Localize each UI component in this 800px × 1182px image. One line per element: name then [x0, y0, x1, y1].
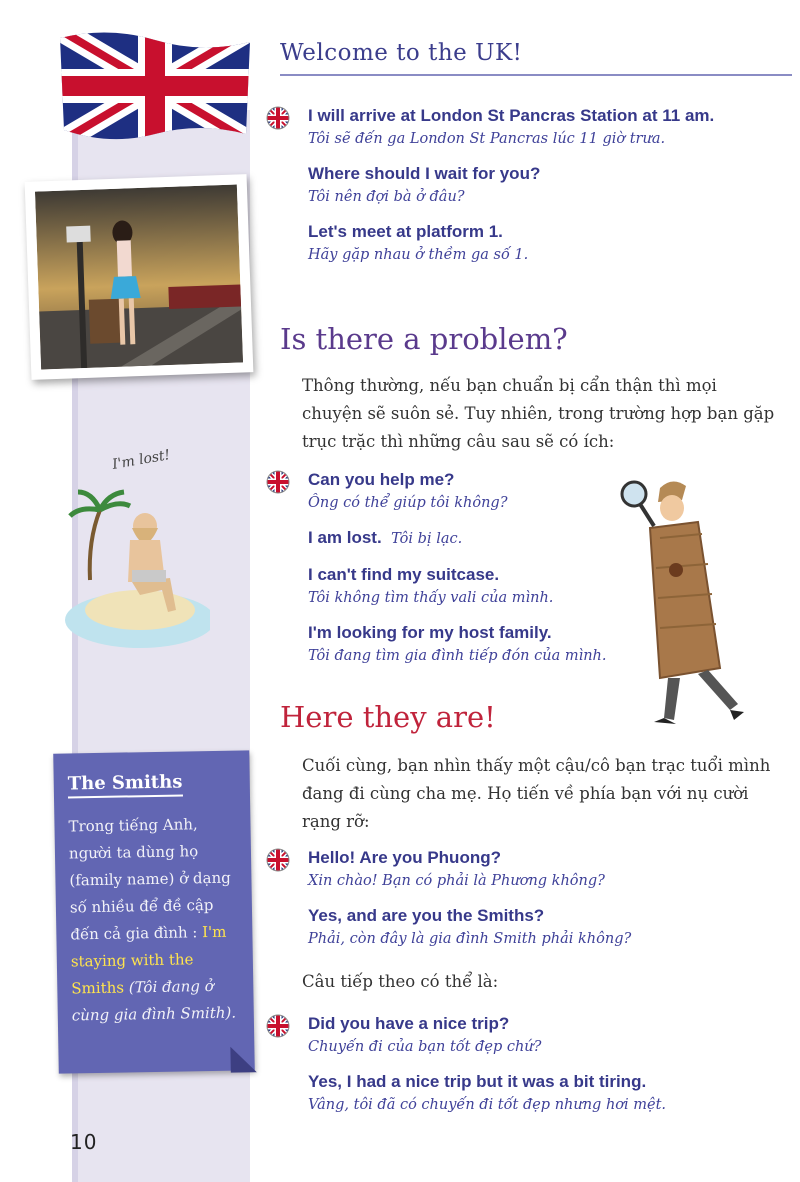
phrase-vi: Phải, còn đây là gia đình Smith phải không? — [308, 931, 632, 947]
phrase-vi: Tôi không tìm thấy vali của mình. — [308, 590, 554, 606]
next-line: Câu tiếp theo có thể là: — [302, 972, 499, 991]
page-number: 10 — [70, 1130, 98, 1154]
title-rule — [280, 74, 792, 76]
smiths-body-text: Trong tiếng Anh, người ta dùng họ (family name) ở dạng số nhiều để đề cập đến cả gia đình : — [68, 815, 231, 944]
trip-phrases — [272, 1012, 772, 1128]
station-photo — [25, 174, 254, 380]
smiths-title: The Smiths — [68, 771, 183, 798]
castaway-illustration — [60, 470, 210, 660]
uk-flag-icon — [266, 848, 290, 872]
greeting-phrases — [272, 846, 742, 962]
uk-flag-icon — [266, 470, 290, 494]
problem-intro: Thông thường, nếu bạn chuẩn bị cẩn thận thì mọi chuyện sẽ suôn sẻ. Tuy nhiên, trong trường hợp bạn gặp trục trặc thì những câu sau sẽ có ích: — [302, 376, 775, 451]
phrase-en: Did you have a nice trip? — [308, 1014, 510, 1033]
phrase-en: Let's meet at platform 1. — [308, 222, 503, 241]
phrase-vi: Tôi sẽ đến ga London St Pancras lúc 11 giờ trưa. — [308, 131, 666, 147]
phrase-vi: Hãy gặp nhau ở thềm ga số 1. — [308, 247, 529, 263]
smiths-translation: (Tôi đang ở cùng gia đình Smith). — [71, 976, 237, 1025]
phrase-en: Yes, and are you the Smiths? — [308, 906, 545, 925]
phrase-en: I'm looking for my host family. — [308, 623, 552, 642]
phrase-en: Can you help me? — [308, 470, 455, 489]
detective-illustration — [610, 478, 770, 728]
smiths-body — [68, 810, 244, 1029]
phrase-vi: Chuyến đi của bạn tốt đẹp chứ? — [308, 1039, 542, 1055]
phrase-vi: Vâng, tôi đã có chuyến đi tốt đẹp nhưng hơi mệt. — [308, 1097, 667, 1113]
welcome-title: Welcome to the UK! — [280, 40, 523, 66]
page-curl — [230, 1046, 256, 1072]
phrase-en-inline — [308, 526, 612, 551]
phrase-vi: Ông có thể giúp tôi không? — [308, 495, 508, 511]
phrase-en: I can't find my suitcase. — [308, 565, 500, 584]
problem-title: Is there a problem? — [280, 322, 568, 356]
smiths-highlight: I'm staying with the Smiths — [70, 922, 227, 998]
smiths-note — [53, 750, 255, 1073]
uk-flag-icon — [266, 106, 290, 130]
phrase-en: I will arrive at London St Pancras Station at 11 am. — [308, 106, 715, 125]
welcome-phrases — [272, 104, 742, 278]
phrase-vi: Tôi đang tìm gia đình tiếp đón của mình. — [308, 648, 607, 664]
phrase-vi: Tôi bị lạc. — [391, 531, 463, 547]
phrase-en: Hello! Are you Phuong? — [308, 848, 501, 867]
problem-phrases — [272, 468, 612, 679]
phrase-en: Yes, I had a nice trip but it was a bit tiring. — [308, 1072, 647, 1091]
phrase-en: Where should I wait for you? — [308, 164, 541, 183]
uk-flag-icon — [266, 1014, 290, 1038]
lost-caption: I'm lost! — [111, 447, 172, 473]
phrase-en: I am lost. — [308, 528, 382, 547]
union-jack-flag-icon — [60, 30, 250, 142]
here-title: Here they are! — [280, 700, 496, 734]
phrase-vi: Xin chào! Bạn có phải là Phương không? — [308, 873, 605, 889]
phrase-vi: Tôi nên đợi bà ở đâu? — [308, 189, 465, 205]
here-intro: Cuối cùng, bạn nhìn thấy một cậu/cô bạn trạc tuổi mình đang đi cùng cha mẹ. Họ tiến về phía bạn với nụ cười rạng rỡ: — [302, 756, 771, 831]
